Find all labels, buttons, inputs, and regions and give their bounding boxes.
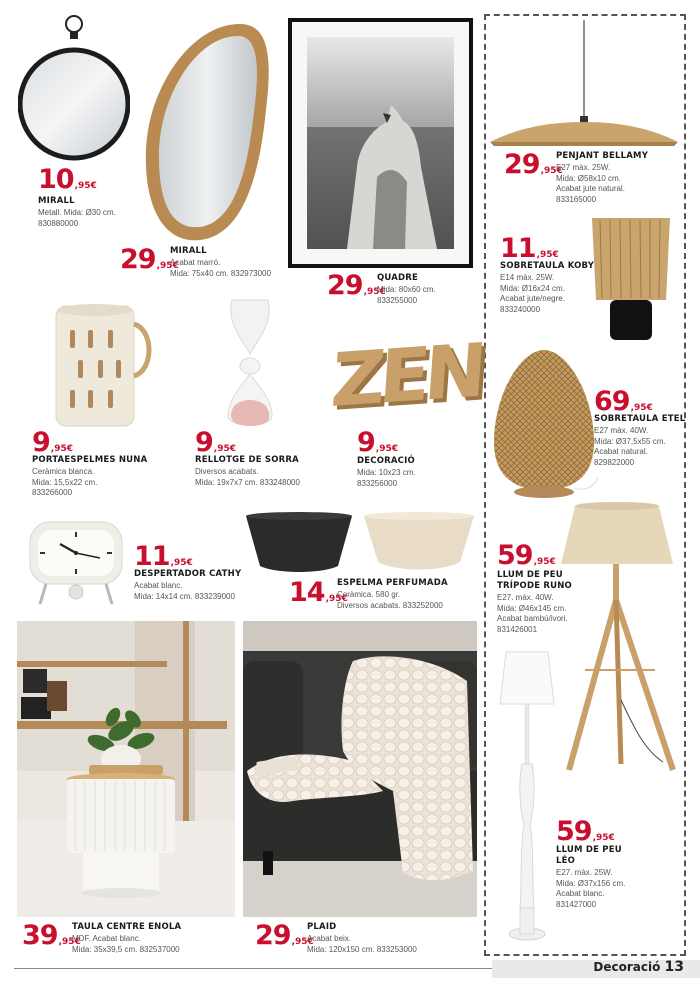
hourglass-image [222,294,282,436]
etel-lamp-image [490,346,600,502]
name-runo: LLUM DE PEU [497,570,563,580]
desc-pendant: E27 màx. 25W. Mida: Ø58x10 cm. Acabat jute natural. 833165000 [556,163,625,204]
name-pendant: PENJANT BELLAMY [556,151,649,161]
price-candle: 14,95€ [289,577,348,608]
desc-etel: E27 màx. 40W. Mida: Ø37,5x55 cm. Acabat natural. 829822000 [594,426,666,467]
name-etel: SOBRETAULA ETEL [594,414,686,424]
price-enola: 39,95€ [22,920,81,951]
desc-leo: E27. màx. 25W. Mida: Ø37x156 cm. Acabat blanc. 831427000 [556,868,626,909]
price-zen: 9,95€ [357,427,399,458]
desc-mirror-round: Metall. Mida: Ø30 cm. 830880000 [38,208,116,228]
price-etel: 69,95€ [594,386,653,417]
desc-candle: Ceràmica. 580 gr. Diversos acabats. 833252000 [337,590,443,610]
name-frame: QUADRE [377,273,419,283]
price-mirror-round: 10,95€ [38,164,97,195]
desc-frame: Mida: 80x60 cm. 833255000 [377,285,436,305]
name2-leo: LÉO [556,856,576,866]
desc-nuna: Ceràmica blanca. Mida: 15,5x22 cm. 833266000 [32,467,98,497]
desc-zen: Mida: 10x23 cm. 833256000 [357,468,416,488]
price-cathy: 11,95€ [134,541,193,572]
name-zen: DECORACIÓ [357,456,415,466]
name2-runo: TRÍPODE RUNO [497,581,572,591]
price-koby: 11,95€ [500,233,559,264]
desc-hourglass: Diversos acabats. Mida: 19x7x7 cm. 833248000 [195,467,300,487]
name-enola: TAULA CENTRE ENOLA [72,922,182,932]
desc-enola: MDF. Acabat blanc. Mida: 35x39,5 cm. 832537000 [72,934,180,954]
footer-rule [14,968,492,969]
footer-section: Decoració [593,960,661,974]
zen-letters: ZEN [328,327,484,425]
desc-koby: E14 màx. 25W. Mida: Ø16x24 cm. Acabat jute/negre. 833240000 [500,273,565,314]
round-mirror-image [18,14,130,164]
name-candle: ESPELMA PERFUMADA [337,578,448,588]
desc-cathy: Acabat blanc. Mida: 14x14 cm. 833239000 [134,581,235,601]
desc-runo: E27. màx. 40W. Mida: Ø46x145 cm. Acabat bambú/ivori. 831426001 [497,593,568,634]
zen-decoration-image [328,327,484,425]
name-koby: SOBRETAULA KOBY [500,261,595,271]
name-plaid: PLAID [307,922,337,932]
price-mirror-organic: 29,95€ [120,244,179,275]
name-leo: LLUM DE PEU [556,845,622,855]
price-pendant: 29,95€ [504,149,563,180]
price-plaid: 29,95€ [255,920,314,951]
name-hourglass: RELLOTGE DE SORRA [195,455,299,465]
name-cathy: DESPERTADOR CATHY [134,569,242,579]
plaid-photo [243,621,477,917]
candle-holder-image [48,300,158,430]
alarm-clock-image [24,512,128,608]
pendant-lamp-image [488,20,678,150]
wolf-frame-image [287,17,474,269]
footer-page-label [593,959,684,975]
enola-table-photo [17,621,235,917]
tripod-lamp-image [555,500,683,776]
price-frame: 29,95€ [327,270,386,301]
name-mirror-organic: MIRALL [170,246,207,256]
name-mirror-round: MIRALL [38,196,75,206]
leo-floor-lamp-image [492,646,562,948]
scented-candles-image [242,508,476,578]
desc-mirror-organic: Acabat marró. Mida: 75x40 cm. 832973000 [170,258,271,278]
price-runo: 59,95€ [497,540,556,571]
name-nuna: PORTAESPELMES NUNA [32,455,148,465]
price-nuna: 9,95€ [32,427,74,458]
price-leo: 59,95€ [556,816,615,847]
desc-plaid: Acabat beix. Mida: 120x150 cm. 833253000 [307,934,417,954]
page-number: 13 [664,959,684,975]
koby-lamp-image [586,208,676,343]
organic-mirror-image [140,20,275,245]
price-hourglass: 9,95€ [195,427,237,458]
